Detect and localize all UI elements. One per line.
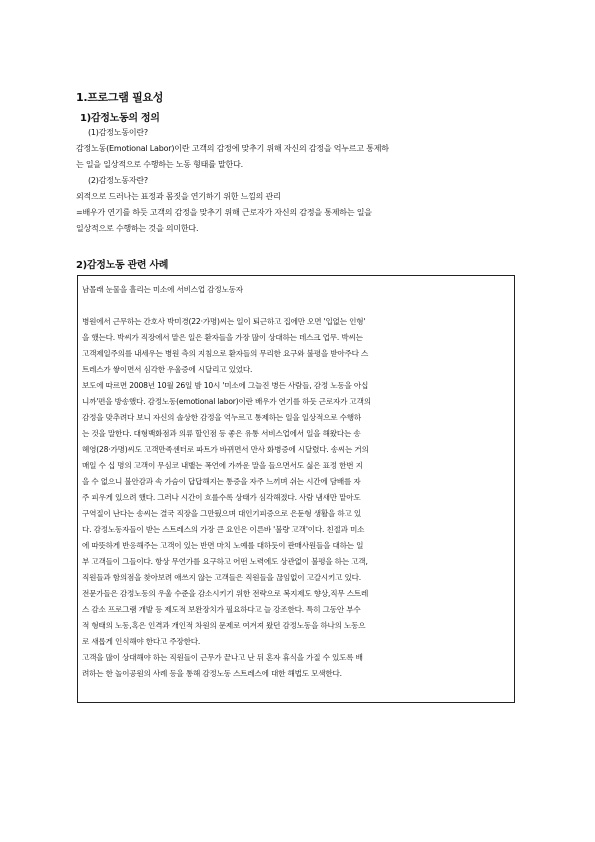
definition-1-line-1: 감정노동(Emotional Labor)이란 고객의 감정에 맞추기 위해 자신의 감정을 억누르고 통제하 [76,144,389,153]
case-line: 로 새롭게 인식해야 한다고 주장한다. [82,637,201,646]
question-1: (1)감정노동이란? [88,128,148,137]
case-line: 에 따뜻하게 반응해주는 고객이 있는 반면 마치 노예를 대하듯이 판매사원들을 대하는 일 [82,541,364,550]
case-section-title: 2)감정노동 관련 사례 [76,260,169,271]
case-line: 부 고객들이 그들이다. 항상 무언가를 요구하고 어떤 노력에도 상관없이 불평을 하는 고객, [82,557,368,566]
case-line: 려하는 한 놀이공원의 사례 등을 통해 감정노동 스트레스에 대한 해법도 모색한다. [82,669,342,678]
case-line: 니까'편을 방송했다. 감정노동(emotional labor)이란 배우가 연기를 하듯 근로자가 고객의 [82,397,371,406]
case-line: 을 했는다. 박씨가 직장에서 맡은 일은 환자들을 가장 많이 상대하는 데스크 업무. 박씨는 [82,333,363,342]
case-line: 직원들과 함의점을 찾아보려 애쓰지 않는 고객들은 직원들을 끊임없이 고갈시키고 있다. [82,573,362,582]
case-study-box [77,275,515,703]
section-title: 1.프로그램 필요성 [76,91,164,104]
case-line: 적 형태의 노동,혹은 인격과 개인적 차원의 문제로 여겨져 왔던 감정노동을 하나의 노동으 [82,621,366,630]
case-line: 보도에 따르면 2008년 10월 26일 밤 10시 '미소에 그늘진 병든 사람들, 감정 노동을 아십 [82,381,369,390]
case-line: 고객제일주의를 내세우는 병원 측의 지침으로 환자들의 무리한 요구와 불평을 받아주다 스 [82,349,369,358]
case-line: 감정을 맞추려다 보니 자신의 솔상한 감정을 억누르고 통제하는 일을 일상적으로 수행하 [82,413,362,422]
case-line: 남몰래 눈물을 흘리는 미소에 서비스업 감정노동자 [82,285,243,294]
case-line: 스 감소 프로그램 개발 등 제도적 보완장치가 필요하다고 늘 강조한다. 특히 그동안 부수 [82,605,361,614]
definition-2-line-2: =배우가 연기를 하듯 고객의 감정을 맞추기 위해 근로자가 자신의 감정을 통제하는 일을 [76,208,372,217]
case-line: 구역질이 난다는 송씨는 결국 직장을 그만뒀으며 대인기피증으로 은둔형 생활을 하고 있 [82,509,362,518]
case-line: 전문가들은 감정노동의 우울 수준을 감소시키기 위한 전략으로 복지제도 향상,직무 스트레 [82,589,369,598]
definition-1-line-2: 는 일을 일상적으로 수행하는 노동 형태를 말한다. [76,160,243,169]
case-line: 병원에서 근무하는 간호사 박미경(22·가명)씨는 일이 퇴근하고 집에만 오면 '입없는 인형' [82,317,366,326]
case-line: 주 피우게 있으려 했다. 그러나 시간이 흐를수록 상태가 심각해졌다. 사람 냄새만 맡아도 [82,493,361,502]
case-line: 혜영(28·가명)씨도 고객만족센터로 파트가 바뀌면서 만사 화병증에 시달렸다. 송씨는 거의 [82,445,369,454]
case-line: 트레스가 쌓이면서 심각한 우울증에 시달리고 있었다. [82,365,253,374]
case-line: 고객을 많이 상대해야 하는 직원들이 근무가 끝나고 난 뒤 혼자 휴식을 가질 수 있도록 배 [82,653,363,662]
case-line: 는 것을 말한다. 대형백화점과 의류 할인점 등 좋은 유통 서비스업에서 일을 해왔다는 송 [82,429,361,438]
subsection-title: 1)감정노동의 정의 [80,113,160,124]
case-line: 매일 수 십 명의 고객이 무심코 내뱉는 폭언에 가까운 말을 들으면서도 싫은 표정 한번 지 [82,461,363,470]
case-line: 다. 감정노동자들이 받는 스트레스의 가장 큰 요인은 이른바 '불량 고객'이다. 친절과 미소 [82,525,365,534]
definition-2-line-1: 외적으로 드러나는 표정과 몸짓을 연기하기 위한 느낌의 관리 [76,192,281,201]
definition-2-line-3: 일상적으로 수행하는 것을 의미한다. [76,224,199,233]
case-line: 을 수 없으니 불안감과 속 가슴이 답답해지는 통증을 자주 느끼며 쉬는 시간에 담배를 자 [82,477,361,486]
question-2: (2)감정노동자란? [88,176,148,185]
